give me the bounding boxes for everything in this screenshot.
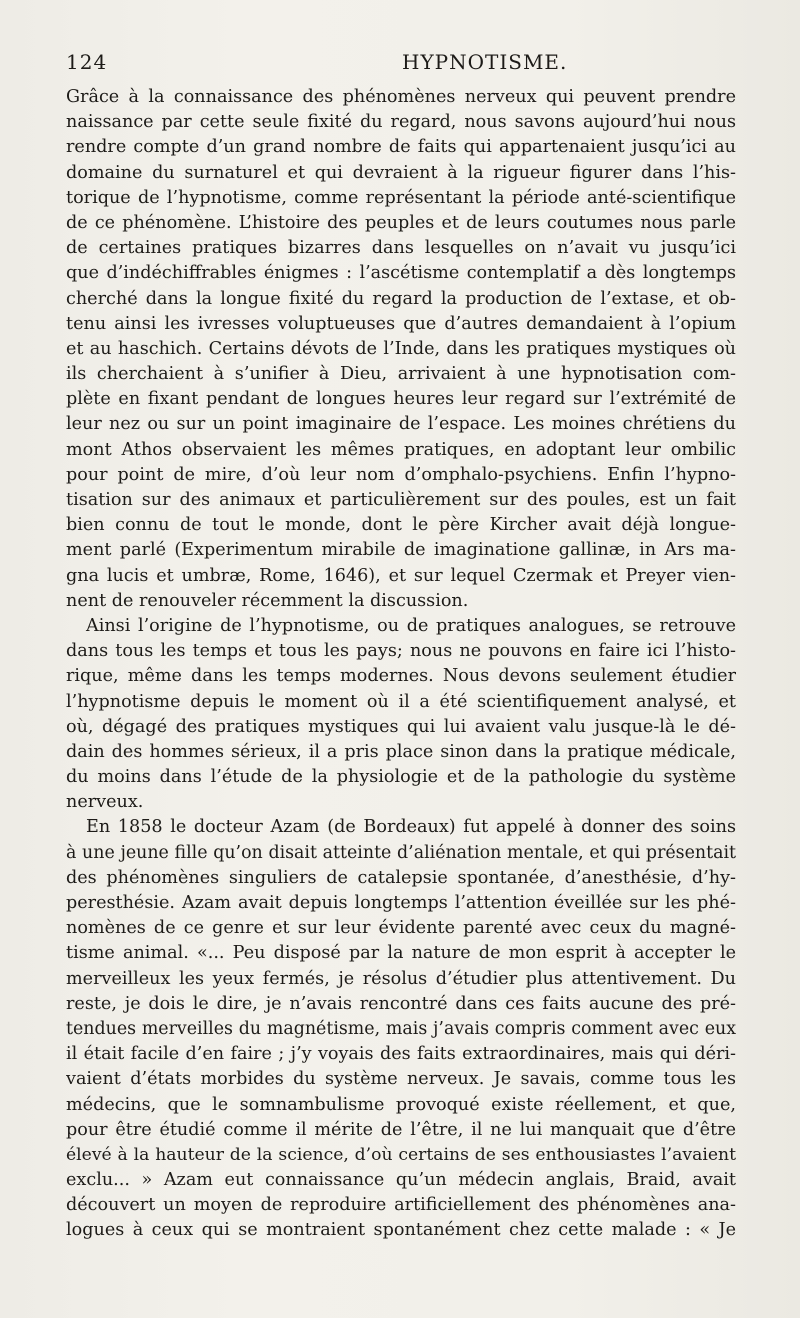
text-line: nomènes de ce genre et sur leur évidente parenté avec ceux du magné- xyxy=(66,918,736,939)
text-line: domaine du surnaturel et qui devraient à la rigueur figurer dans l’his- xyxy=(66,162,736,183)
text-line: rendre compte d’un grand nombre de faits qui appartenaient jusqu’ici au xyxy=(66,137,736,158)
text-line: Ainsi l’origine de l’hypnotisme, ou de pratiques analogues, se retrouve xyxy=(86,615,736,636)
text-line: dans tous les temps et tous les pays; nous ne pouvons en faire ici l’histo- xyxy=(66,641,736,662)
page-number: 124 xyxy=(66,50,108,74)
text-line: reste, je dois le dire, je n’avais rencontré dans ces faits aucune des pré- xyxy=(66,993,736,1014)
text-line: du moins dans l’étude de la physiologie et de la pathologie du système xyxy=(66,767,736,788)
text-line: plète en fixant pendant de longues heures leur regard sur l’extrémité de xyxy=(66,389,736,410)
text-line: médecins, que le somnambulisme provoqué existe réellement, et que, xyxy=(66,1094,736,1115)
text-line: de certaines pratiques bizarres dans lesquelles on n’avait vu jusqu’ici xyxy=(66,238,736,259)
text-line: l’hypnotisme depuis le moment où il a été scientifiquement analysé, et xyxy=(66,691,736,712)
text-line: tendues merveilles du magnétisme, mais j’avais compris comment avec eux xyxy=(66,1018,736,1039)
text-line: découvert un moyen de reproduire artificiellement des phénomènes ana- xyxy=(66,1195,736,1216)
text-line: tenu ainsi les ivresses voluptueuses que d’autres demandaient à l’opium xyxy=(66,313,736,334)
text-line: où, dégagé des pratiques mystiques qui lui avaient valu jusque-là le dé- xyxy=(66,716,736,737)
text-line: il était facile d’en faire ; j’y voyais des faits extraordinaires, mais qui déri- xyxy=(66,1044,736,1065)
text-line: et au haschich. Certains dévots de l’Inde, dans les pratiques mystiques où xyxy=(66,338,736,359)
text-line: tisme animal. «... Peu disposé par la nature de mon esprit à accepter le xyxy=(66,943,736,964)
text-line: Grâce à la connaissance des phénomènes nerveux qui peuvent prendre xyxy=(66,87,736,107)
text-line: rique, même dans les temps modernes. Nous devons seulement étudier xyxy=(66,666,736,687)
text-line: nerveux. xyxy=(66,792,144,813)
running-title: HYPNOTISME. xyxy=(402,50,568,74)
paragraph-3 xyxy=(66,815,736,1243)
text-line: tisation sur des animaux et particulièrement sur des poules, est un fait xyxy=(66,490,736,510)
text-line: En 1858 le docteur Azam (de Bordeaux) fut appelé à donner des soins xyxy=(86,817,736,838)
text-line: à une jeune fille qu’on disait atteinte d’aliénation mentale, et qui présentait xyxy=(66,842,736,863)
text-line: exclu... » Azam eut connaissance qu’un médecin anglais, Braid, avait xyxy=(66,1170,736,1191)
text-line: ment parlé (Experimentum mirabile de imaginatione gallinæ, in Ars ma- xyxy=(66,540,736,561)
text-line: des phénomènes singuliers de catalepsie spontanée, d’anesthésie, d’hy- xyxy=(66,867,736,888)
text-line: merveilleux les yeux fermés, je résolus d’étudier plus attentivement. Du xyxy=(66,968,736,989)
text-line: naissance par cette seule fixité du regard, nous savons aujourd’hui nous xyxy=(66,112,736,133)
page-header xyxy=(66,50,736,80)
text-line: pour être étudié comme il mérite de l’être, il ne lui manquait que d’être xyxy=(66,1119,736,1140)
text-line: élevé à la hauteur de la science, d’où certains de ses enthousiastes l’avaient xyxy=(66,1144,736,1165)
text-line: logues à ceux qui se montraient spontanément chez cette malade : « Je xyxy=(66,1220,736,1241)
text-line: peresthésie. Azam avait depuis longtemps l’attention éveillée sur les phé- xyxy=(66,893,736,913)
text-line: torique de l’hypnotisme, comme représentant la période anté-scientifique xyxy=(66,187,736,208)
text-line: que d’indéchiffrables énigmes : l’ascétisme contemplatif a dès longtemps xyxy=(66,263,736,284)
text-line: gna lucis et umbræ, Rome, 1646), et sur lequel Czermak et Preyer vien- xyxy=(66,565,736,586)
text-line: cherché dans la longue fixité du regard la production de l’extase, et ob- xyxy=(66,288,736,309)
paragraph-2 xyxy=(66,614,736,816)
text-line: leur nez ou sur un point imaginaire de l’espace. Les moines chrétiens du xyxy=(66,414,736,435)
text-line: dain des hommes sérieux, il a pris place sinon dans la pratique médicale, xyxy=(66,741,736,762)
paragraph-1 xyxy=(66,85,736,614)
body-text xyxy=(66,85,736,1244)
text-line: pour point de mire, d’où leur nom d’omphalo-psychiens. Enfin l’hypno- xyxy=(66,464,736,485)
text-line: ils cherchaient à s’unifier à Dieu, arrivaient à une hypnotisation com- xyxy=(66,364,736,385)
text-line: de ce phénomène. L’histoire des peuples et de leurs coutumes nous parle xyxy=(66,212,736,233)
text-line: nent de renouveler récemment la discussion. xyxy=(66,590,469,611)
text-line: vaient d’états morbides du système nerveux. Je savais, comme tous les xyxy=(66,1069,736,1090)
text-line: bien connu de tout le monde, dont le père Kircher avait déjà longue- xyxy=(66,515,736,536)
text-line: mont Athos observaient les mêmes pratiques, en adoptant leur ombilic xyxy=(66,439,736,460)
